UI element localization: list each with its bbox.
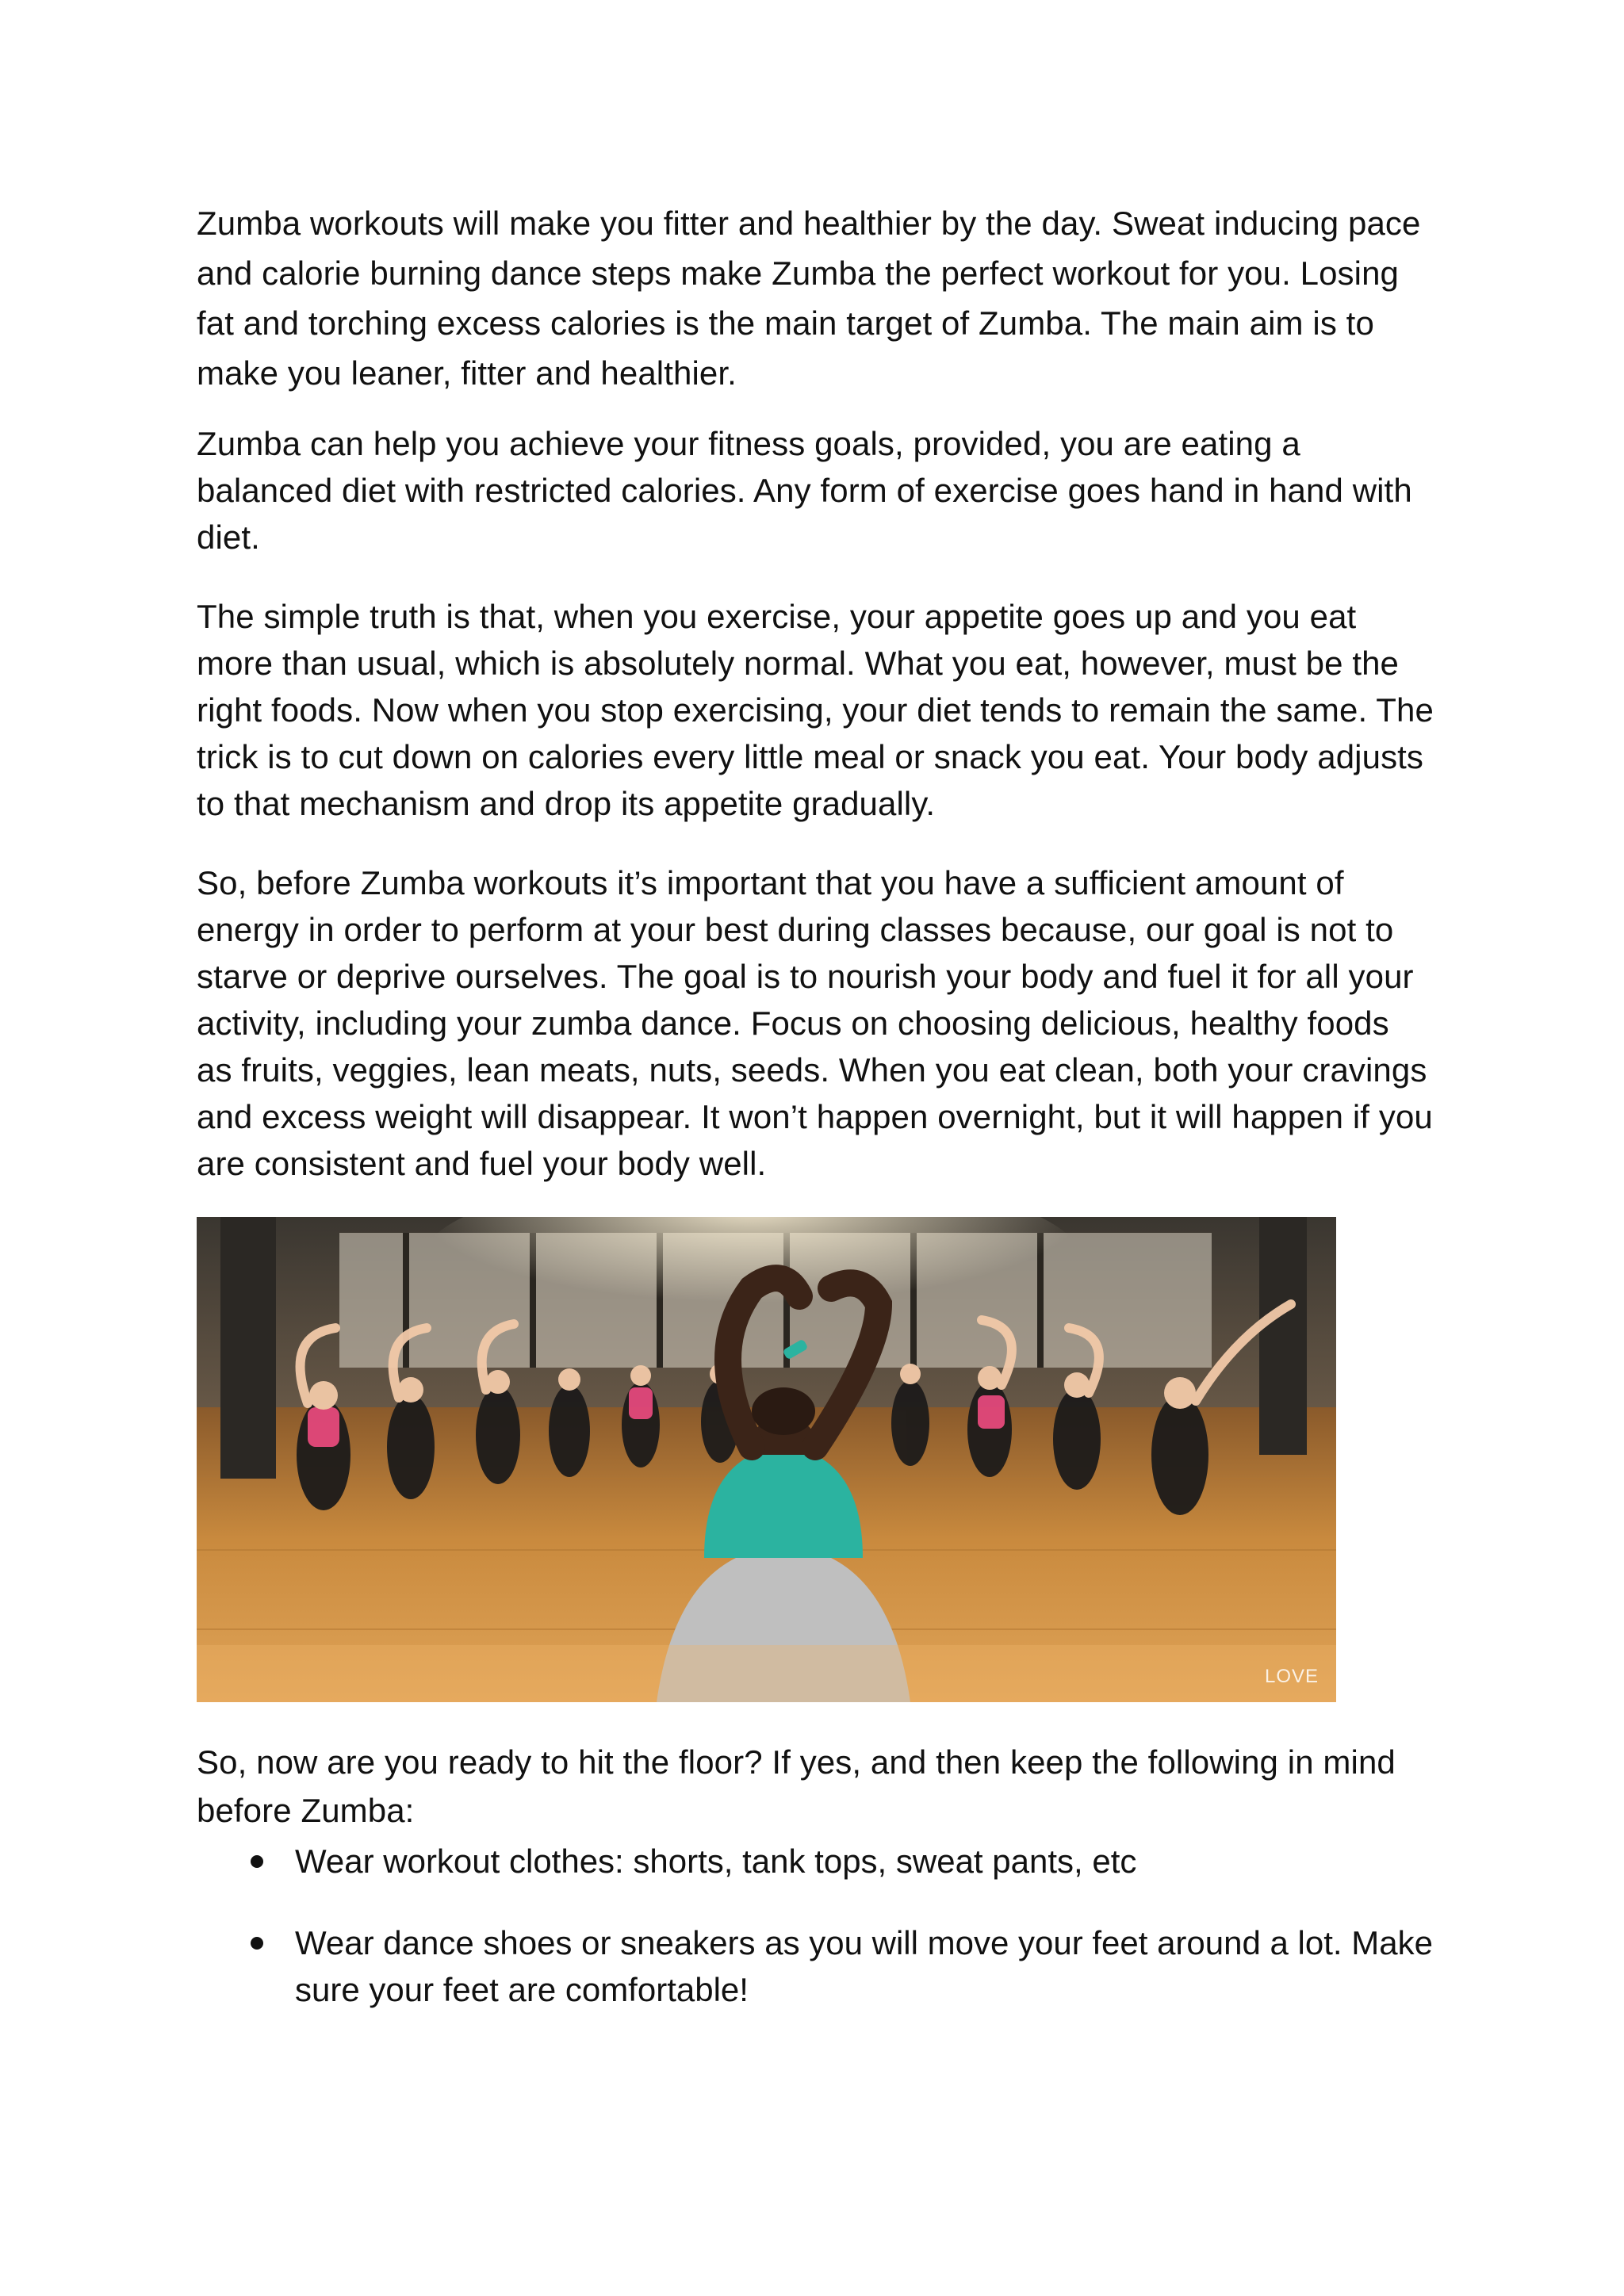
list-item-text: Wear dance shoes or sneakers as you will move your feet around a lot. Make sure your feet are comfortable! — [295, 1924, 1433, 2008]
zumba-class-photo — [197, 1217, 1336, 1702]
paragraph-ready — [197, 1738, 1434, 1835]
bullet-icon — [251, 1855, 263, 1868]
paragraph-text: Zumba workouts will make you fitter and healthier by the day. Sweat inducing pace and calorie burning dance steps make Zumba the perfect workout for you. Losing fat and torching excess calories is the main target of Zumba. The main aim is to make you leaner, fitter and healthier. — [197, 205, 1421, 392]
photo-caption: LOVE — [1264, 1666, 1319, 1687]
paragraph-intro — [197, 198, 1434, 398]
paragraph-text: So, before Zumba workouts it’s important that you have a sufficient amount of energy in order to perform at your best during classes because, our goal is not to starve or deprive ourselves. The goal is to nourish your body and fuel it for all your activity, including your zumba dance. Focus on choosing delicious, healthy foods as fruits, veggies, lean meats, nuts, seeds. When you eat clean, both your cravings and excess weight will disappear. It won’t happen overnight, but it will happen if you are consistent and fuel your body well. — [197, 864, 1433, 1182]
list-item — [197, 1838, 1465, 1885]
bullet-icon — [251, 1937, 263, 1950]
list-item-text: Wear workout clothes: shorts, tank tops, sweat pants, etc — [295, 1843, 1137, 1880]
paragraph-appetite — [197, 593, 1434, 827]
list-item — [197, 1919, 1465, 2013]
tips-list — [197, 1838, 1465, 2048]
photo-illustration — [197, 1217, 1336, 1702]
paragraph-text: So, now are you ready to hit the floor? If yes, and then keep the following in mind before Zumba: — [197, 1743, 1396, 1829]
paragraph-text: The simple truth is that, when you exercise, your appetite goes up and you eat more than usual, which is absolutely normal. What you eat, however, must be the right foods. Now when you stop exercising, your diet tends to remain the same. The trick is to cut down on calories every little meal or snack you eat. Your body adjusts to that mechanism and drop its appetite gradually. — [197, 598, 1434, 822]
paragraph-fitness-goals — [197, 420, 1434, 561]
paragraph-text: Zumba can help you achieve your fitness goals, provided, you are eating a balanced diet with restricted calories. Any form of exercise goes hand in hand with diet. — [197, 425, 1412, 556]
paragraph-nutrition — [197, 859, 1434, 1187]
